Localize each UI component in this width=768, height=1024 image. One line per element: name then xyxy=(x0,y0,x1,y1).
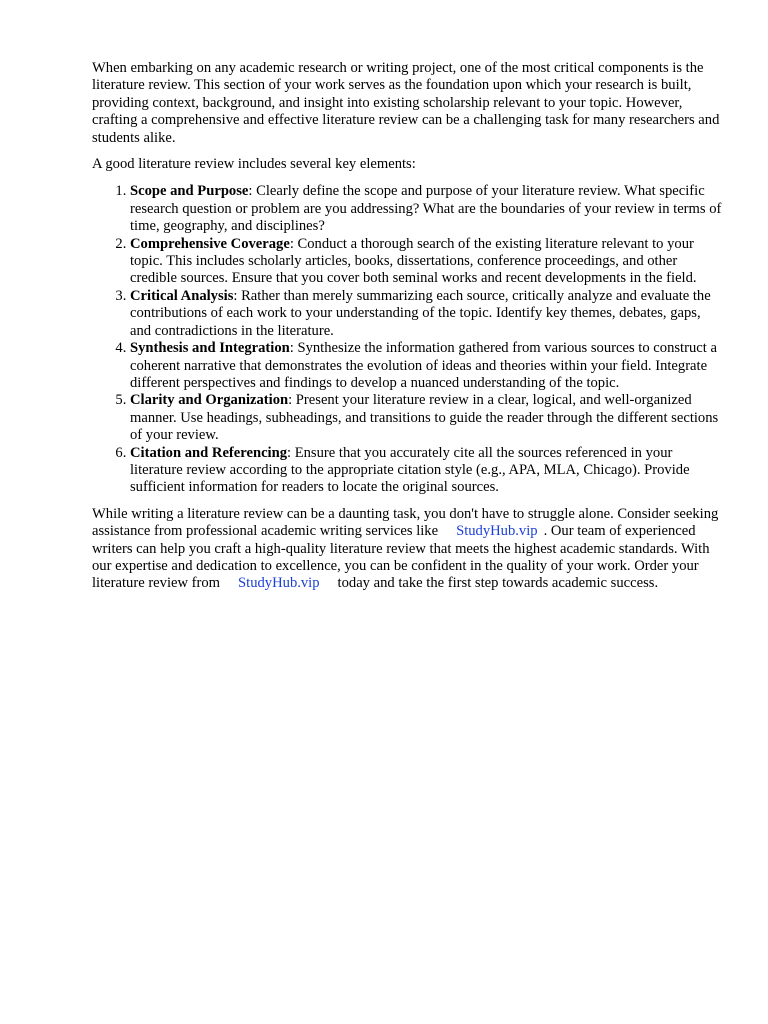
list-item xyxy=(130,445,724,497)
list-item-term: Citation and Referencing xyxy=(130,444,288,461)
list-item xyxy=(130,288,724,340)
list-item-term: Synthesis and Integration xyxy=(130,340,290,357)
list-item-term: Comprehensive Coverage xyxy=(130,235,290,252)
list-item-term: Critical Analysis xyxy=(130,287,234,304)
closing-text-part1: While writing a literature review can be a daunting task, you don't have to struggle alone. Consider seeking assistance from professional academic writing services like xyxy=(92,505,719,540)
document-page xyxy=(92,60,724,593)
key-elements-list xyxy=(92,183,724,496)
closing-text-part2: . Our team of experienced writers can help you craft a high-quality literature review that meets the highest academic standards. With our expertise and dedication to excellence, you can be confident in the quality of your work. Order your literature review from xyxy=(92,523,710,592)
list-item-text: : Clearly define the scope and purpose of your literature review. What specific research question or problem are you addressing? What are the boundaries of your review in terms of time, geography, and disciplines? xyxy=(130,183,722,235)
list-item-text: : Conduct a thorough search of the existing literature relevant to your topic. This includes scholarly articles, books, dissertations, conference proceedings, and other credible sources. Ensure that you cover both seminal works and recent developments in the field. xyxy=(130,235,697,287)
closing-text-part3: today and take the first step towards academic success. xyxy=(337,575,659,592)
list-item xyxy=(130,392,724,444)
studyhub-link[interactable]: StudyHub.vip xyxy=(456,523,538,540)
list-item-text: : Synthesize the information gathered from various sources to construct a coherent narrative that demonstrates the evolution of ideas and theories within your field. Integrate different perspectives and findings to develop a nuanced understanding of the topic. xyxy=(130,340,717,391)
list-item-text: : Ensure that you accurately cite all the sources referenced in your literature review according to the appropriate citation style (e.g., APA, MLA, Chicago). Provide sufficient information for readers to locate the original sources. xyxy=(130,444,690,496)
list-item-text: : Rather than merely summarizing each source, critically analyze and evaluate the contributions of each work to your understanding of the topic. Identify key themes, debates, gaps, and contradictions in the literature. xyxy=(130,287,711,339)
list-item-term: Scope and Purpose xyxy=(130,183,249,200)
list-item-text: : Present your literature review in a clear, logical, and well-organized manner. Use headings, subheadings, and transitions to guide the reader through the different sections of your review. xyxy=(130,392,719,444)
list-item xyxy=(130,236,724,288)
list-item-term: Clarity and Organization xyxy=(130,392,289,409)
closing-paragraph xyxy=(92,506,724,593)
list-item xyxy=(130,340,724,392)
list-lead-paragraph: A good literature review includes several key elements: xyxy=(92,156,416,173)
intro-paragraph: When embarking on any academic research or writing project, one of the most critical components is the literature review. This section of your work serves as the foundation upon which your research is built, providing context, background, and insight into existing scholarship relevant to your topic. However, crafting a comprehensive and effective literature review can be a challenging task for many researchers and students alike. xyxy=(92,60,720,146)
list-item xyxy=(130,183,724,235)
studyhub-link-2[interactable]: StudyHub.vip xyxy=(238,575,320,592)
